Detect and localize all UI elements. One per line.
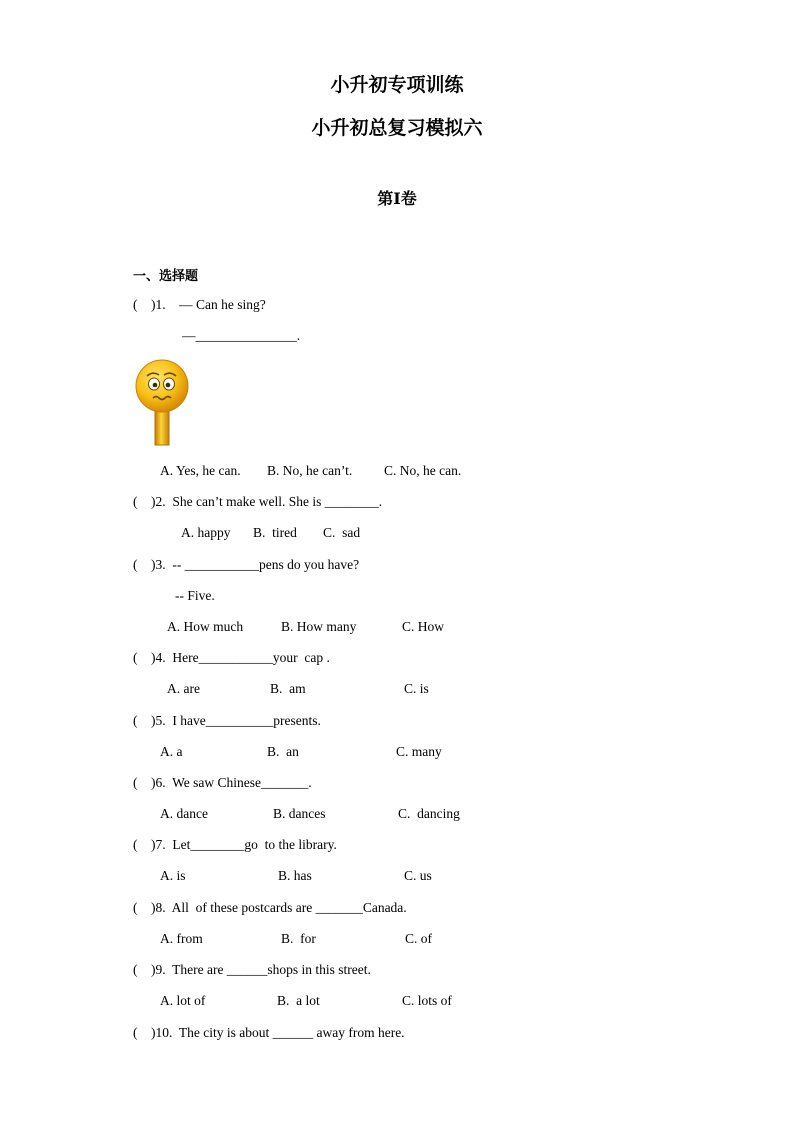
question-4-option-a: A. are <box>167 681 200 696</box>
question-1-option-b: B. No, he can’t. <box>267 463 353 478</box>
question-1-stem: ( )1. — Can he sing? <box>133 297 266 312</box>
question-3-option-a: A. How much <box>167 619 244 634</box>
question-9-stem: ( )9. There are ______shops in this street. <box>133 962 371 977</box>
question-2-option-c: C. sad <box>323 525 361 540</box>
question-6-option-c: C. dancing <box>398 806 460 821</box>
question-3-stem: ( )3. -- ___________pens do you have? <box>133 557 360 572</box>
question-5-option-a: A. a <box>160 744 183 759</box>
question-2-stem: ( )2. She can’t make well. She is ________. <box>133 494 383 509</box>
question-3-option-b: B. How many <box>281 619 357 634</box>
question-5-option-b: B. an <box>267 744 299 759</box>
page-subtitle: 小升初总复习模拟六 <box>311 117 483 139</box>
question-8-option-b: B. for <box>281 931 316 946</box>
question-4-stem: ( )4. Here___________your cap . <box>133 650 330 665</box>
question-6-option-a: A. dance <box>160 806 208 821</box>
question-4-option-c: C. is <box>404 681 429 696</box>
question-5-option-c: C. many <box>396 744 442 759</box>
question-1-answer-line: —_______________. <box>182 328 301 343</box>
question-5-stem: ( )5. I have__________presents. <box>133 713 321 728</box>
section-title: 一、选择题 <box>133 269 199 284</box>
question-2-option-b: B. tired <box>253 525 297 540</box>
question-7-option-b: B. has <box>278 868 312 883</box>
question-6-option-b: B. dances <box>273 806 326 821</box>
worried-face-sign-icon <box>134 357 196 447</box>
question-3-option-c: C. How <box>402 619 445 634</box>
question-6-stem: ( )6. We saw Chinese_______. <box>133 775 312 790</box>
question-4-option-b: B. am <box>270 681 306 696</box>
question-9-option-b: B. a lot <box>277 993 320 1008</box>
question-8-option-c: C. of <box>405 931 432 946</box>
question-10-stem: ( )10. The city is about ______ away from here. <box>133 1025 405 1040</box>
question-2-option-a: A. happy <box>181 525 231 540</box>
question-1-option-a: A. Yes, he can. <box>160 463 241 478</box>
question-9-option-c: C. lots of <box>402 993 452 1008</box>
question-3-reply: -- Five. <box>175 588 215 603</box>
question-7-option-c: C. us <box>404 868 432 883</box>
question-7-option-a: A. is <box>160 868 186 883</box>
question-8-option-a: A. from <box>160 931 203 946</box>
volume-label: 第I卷 <box>377 189 417 208</box>
question-8-stem: ( )8. All of these postcards are _______Canada. <box>133 900 407 915</box>
question-1-option-c: C. No, he can. <box>384 463 462 478</box>
page-title: 小升初专项训练 <box>330 74 464 96</box>
question-9-option-a: A. lot of <box>160 993 206 1008</box>
question-7-stem: ( )7. Let________go to the library. <box>133 837 337 852</box>
